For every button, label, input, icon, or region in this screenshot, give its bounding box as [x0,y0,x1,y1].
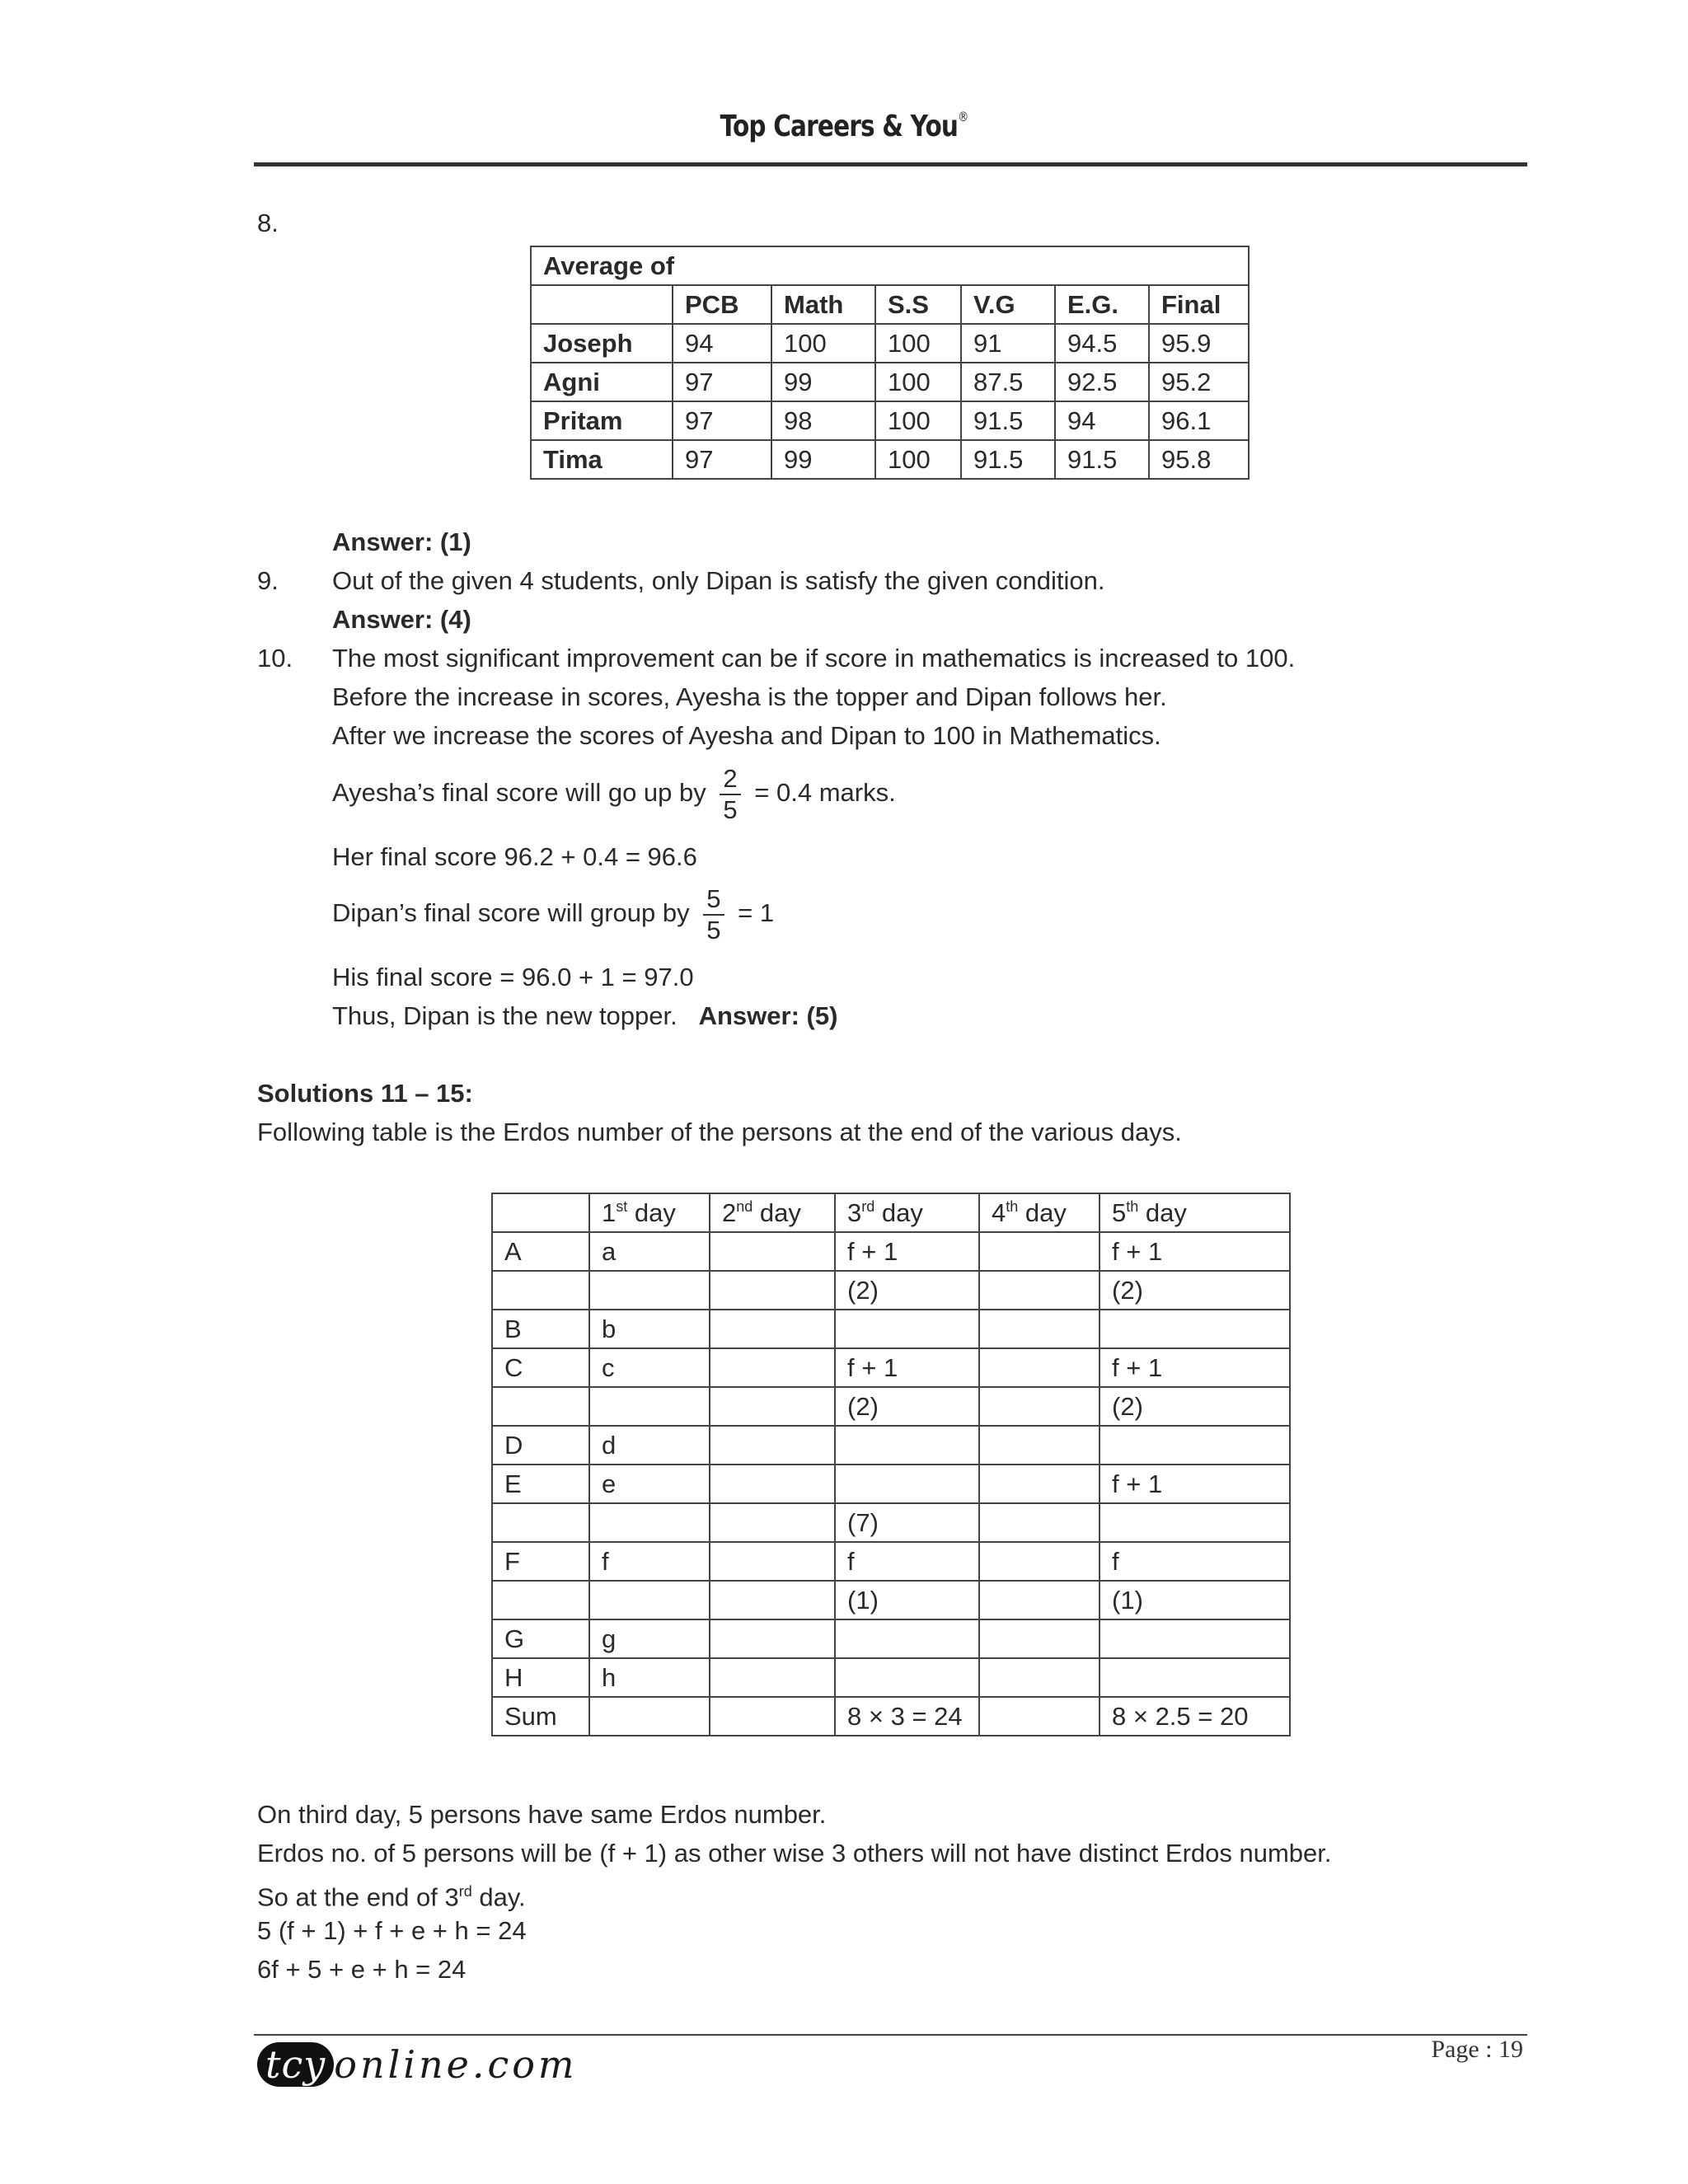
dipan-score-line: Dipan’s final score will group by $\frac{5}{5}$ = 1 [332,883,775,944]
table-cell [979,1310,1100,1348]
table-cell [1100,1658,1290,1697]
header-divider [254,162,1527,166]
table-cell [979,1697,1100,1736]
table-cell [710,1697,835,1736]
table-cell [979,1387,1100,1426]
table-row [492,1387,1290,1426]
table-cell: f + 1 [835,1348,979,1387]
table-cell: 8 × 2.5 = 20 [1100,1697,1290,1736]
table-cell [979,1581,1100,1619]
table-cell [589,1697,710,1736]
footer-divider [254,2034,1527,2036]
page-number: Page : 19 [1431,2036,1523,2063]
table-row [492,1310,1290,1348]
table-cell [835,1465,979,1503]
table-cell: (2) [835,1387,979,1426]
table-cell: H [492,1658,589,1697]
table-cell: d [589,1426,710,1465]
explanation-line-2: Erdos no. of 5 persons will be (f + 1) as other wise 3 others will not have distinct Erdos number. [257,1839,1332,1868]
table-cell: f + 1 [1100,1348,1290,1387]
solutions-intro: Following table is the Erdos number of the persons at the end of the various days. [257,1118,1182,1146]
table-cell: c [589,1348,710,1387]
table-cell: F [492,1542,589,1581]
table-cell: f + 1 [835,1232,979,1271]
table-row [492,1232,1290,1271]
table-cell [710,1348,835,1387]
table-cell: G [492,1619,589,1658]
table-row [492,1658,1290,1697]
explanation-line-3: So at the end of 3rd day. [257,1882,526,1912]
table-row [492,1348,1290,1387]
table-row [492,1697,1290,1736]
question-10-number: 10. [257,644,293,673]
question-10-line-1: The most significant improvement can be if score in mathematics is increased to 100. [332,644,1296,673]
table-cell: (2) [835,1271,979,1310]
table-header-row: PCB Math S.S V.G E.G. Final [531,285,1249,324]
his-final-score: His final score = 96.0 + 1 = 97.0 [332,963,694,991]
table-cell: (2) [1100,1271,1290,1310]
equation-2: 6f + 5 + e + h = 24 [257,1955,467,1984]
table-cell: (1) [1100,1581,1290,1619]
table-cell [1100,1503,1290,1542]
table-row [492,1619,1290,1658]
table-cell [710,1542,835,1581]
table-cell [710,1310,835,1348]
table-cell [835,1310,979,1348]
table-cell: f [1100,1542,1290,1581]
table-cell [979,1426,1100,1465]
table-row: Joseph 94 100 100 91 94.5 95.9 [531,324,1249,363]
table-cell: E [492,1465,589,1503]
question-9-number: 9. [257,566,279,595]
table-cell: (2) [1100,1387,1290,1426]
table-row: Agni 97 99 100 87.5 92.5 95.2 [531,363,1249,401]
table-cell: f [835,1542,979,1581]
table-cell: A [492,1232,589,1271]
table-cell: Sum [492,1697,589,1736]
ayesha-score-line: Ayesha’s final score will go up by $\frac{2}{5}$ = 0.4 marks. [332,763,896,824]
table-row [492,1542,1290,1581]
table-row [492,1581,1290,1619]
table-cell [492,1271,589,1310]
question-8-answer: Answer: (1) [332,527,471,556]
table-cell [492,1503,589,1542]
table-cell [710,1271,835,1310]
table-caption: Average of [531,246,1249,285]
table-cell [710,1387,835,1426]
table-cell [710,1619,835,1658]
table-cell [1100,1426,1290,1465]
table-row [492,1426,1290,1465]
table-cell [979,1619,1100,1658]
table-cell [979,1658,1100,1697]
table-row [492,1465,1290,1503]
table-cell: 8 × 3 = 24 [835,1697,979,1736]
table-cell: e [589,1465,710,1503]
table-cell [835,1426,979,1465]
table-cell: h [589,1658,710,1697]
average-scores-table [530,246,1250,480]
table-header-row: 1st day 2nd day 3rd day 4th day 5th day [492,1193,1290,1232]
table-cell [710,1232,835,1271]
table-cell: f + 1 [1100,1465,1290,1503]
table-cell [589,1387,710,1426]
table-cell [1100,1310,1290,1348]
question-10-answer: Answer: (5) [698,1001,838,1030]
question-8-number: 8. [257,209,279,237]
table-row: Pritam 97 98 100 91.5 94 96.1 [531,401,1249,440]
table-cell [835,1658,979,1697]
erdos-number-table [491,1193,1291,1736]
table-cell [979,1503,1100,1542]
solutions-heading: Solutions 11 – 15: [257,1079,473,1108]
table-cell [492,1387,589,1426]
table-cell: C [492,1348,589,1387]
explanation-line-1: On third day, 5 persons have same Erdos number. [257,1800,827,1829]
her-final-score: Her final score 96.2 + 0.4 = 96.6 [332,842,697,871]
table-cell: (7) [835,1503,979,1542]
table-cell: B [492,1310,589,1348]
table-cell: b [589,1310,710,1348]
question-10-conclusion: Thus, Dipan is the new topper. Answer: (5) [332,1001,838,1030]
table-cell: g [589,1619,710,1658]
table-cell [979,1232,1100,1271]
tcyonline-logo: tcy online.com [257,2042,578,2087]
table-cell: f + 1 [1100,1232,1290,1271]
table-row [492,1503,1290,1542]
table-cell [979,1542,1100,1581]
question-9-answer: Answer: (4) [332,605,471,634]
table-cell [979,1348,1100,1387]
table-row [492,1271,1290,1310]
table-cell: D [492,1426,589,1465]
table-cell [492,1581,589,1619]
table-cell [710,1426,835,1465]
table-cell [1100,1619,1290,1658]
equation-1: 5 (f + 1) + f + e + h = 24 [257,1916,527,1945]
table-cell [710,1658,835,1697]
table-cell [710,1503,835,1542]
question-10-line-2: Before the increase in scores, Ayesha is the topper and Dipan follows her. [332,682,1167,711]
table-row: Tima 97 99 100 91.5 91.5 95.8 [531,440,1249,479]
table-cell [589,1503,710,1542]
page-header-title: Top Careers & You® [720,109,968,143]
table-cell: (1) [835,1581,979,1619]
table-cell [710,1465,835,1503]
table-cell [979,1271,1100,1310]
question-9-text: Out of the given 4 students, only Dipan is satisfy the given condition. [332,566,1105,595]
table-cell [979,1465,1100,1503]
table-cell: f [589,1542,710,1581]
question-10-line-3: After we increase the scores of Ayesha and Dipan to 100 in Mathematics. [332,721,1161,750]
table-cell [589,1271,710,1310]
fraction: $\frac{5}{5}$ [703,884,724,945]
fraction: $\frac{2}{5}$ [720,764,740,825]
table-cell [589,1581,710,1619]
table-cell [710,1581,835,1619]
table-cell: a [589,1232,710,1271]
table-cell [835,1619,979,1658]
